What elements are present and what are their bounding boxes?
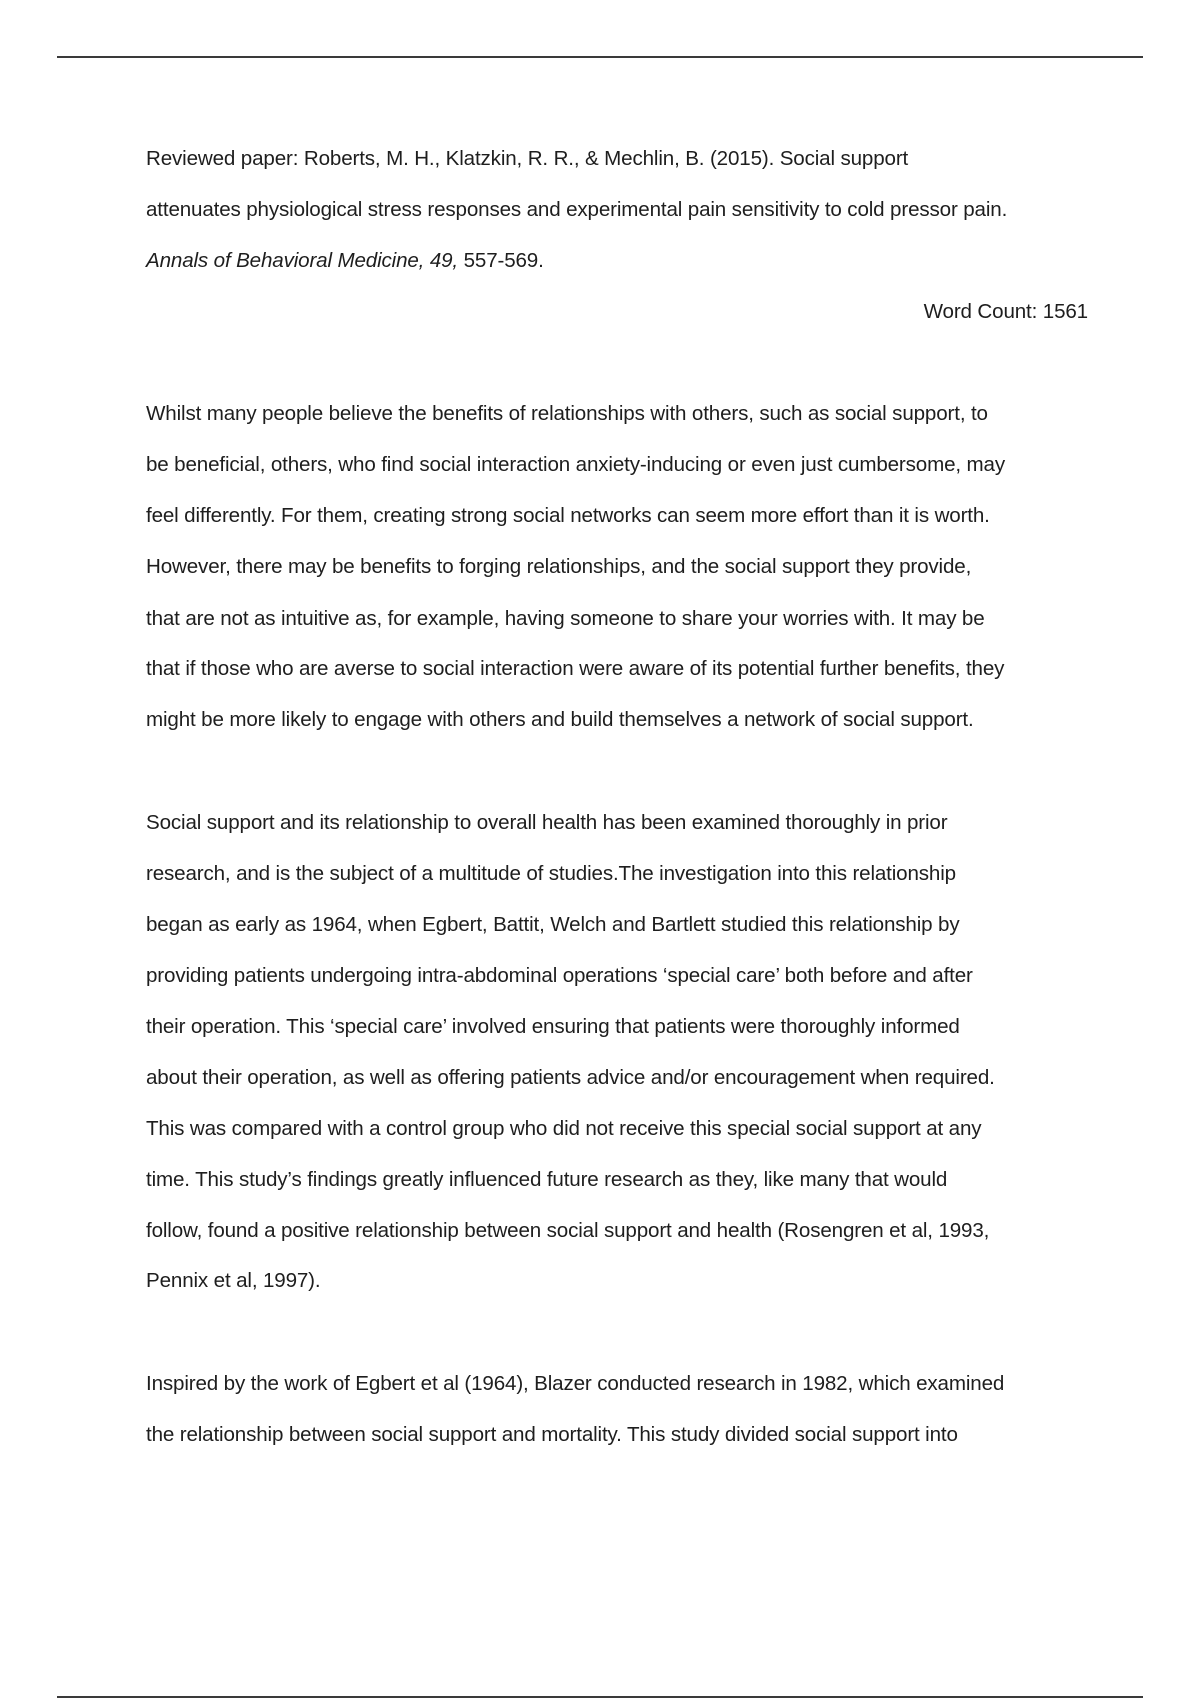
citation-line-2: attenuates physiological stress responses and experimental pain sensitivity to cold pressor pain. bbox=[146, 198, 1008, 221]
top-rule bbox=[57, 56, 1143, 58]
paragraph-1-line: that if those who are averse to social interaction were aware of its potential further benefits, they bbox=[146, 657, 1005, 680]
paragraph-1-line: feel differently. For them, creating strong social networks can seem more effort than it is worth. bbox=[146, 504, 990, 527]
bottom-rule bbox=[57, 1696, 1143, 1698]
paragraph-1-line: However, there may be benefits to forging relationships, and the social support they provide, bbox=[146, 555, 972, 578]
paragraph-1-line: Whilst many people believe the benefits of relationships with others, such as social support, to bbox=[146, 402, 988, 425]
paragraph-2-line: follow, found a positive relationship between social support and health (Rosengren et al, 1993, bbox=[146, 1219, 990, 1242]
paragraph-3-line: Inspired by the work of Egbert et al (1964), Blazer conducted research in 1982, which examined bbox=[146, 1372, 1005, 1395]
paragraph-1-line: might be more likely to engage with others and build themselves a network of social support. bbox=[146, 708, 974, 731]
paragraph-2-line: Social support and its relationship to overall health has been examined thoroughly in prior bbox=[146, 811, 948, 834]
journal-pages: 557-569. bbox=[458, 249, 544, 272]
paragraph-2-line: about their operation, as well as offering patients advice and/or encouragement when required. bbox=[146, 1066, 995, 1089]
paragraph-2-line: began as early as 1964, when Egbert, Battit, Welch and Bartlett studied this relationship by bbox=[146, 913, 960, 936]
paragraph-1-line: be beneficial, others, who find social interaction anxiety-inducing or even just cumbersome, may bbox=[146, 453, 1005, 476]
paragraph-2-line: their operation. This ‘special care’ involved ensuring that patients were thoroughly informed bbox=[146, 1015, 960, 1038]
paragraph-2-line: time. This study’s findings greatly influenced future research as they, like many that would bbox=[146, 1168, 948, 1191]
citation-line-1: Reviewed paper: Roberts, M. H., Klatzkin, R. R., & Mechlin, B. (2015). Social support bbox=[146, 147, 909, 170]
citation-line-3 bbox=[146, 248, 544, 274]
paragraph-3-line: the relationship between social support and mortality. This study divided social support into bbox=[146, 1423, 958, 1446]
paragraph-2-line: Pennix et al, 1997). bbox=[146, 1269, 321, 1292]
journal-title: Annals of Behavioral Medicine, 49, bbox=[146, 249, 459, 272]
paragraph-2-line: research, and is the subject of a multitude of studies.The investigation into this relationship bbox=[146, 862, 956, 885]
paragraph-2-line: providing patients undergoing intra-abdominal operations ‘special care’ both before and after bbox=[146, 964, 973, 987]
paragraph-1-line: that are not as intuitive as, for example, having someone to share your worries with. It may be bbox=[146, 607, 985, 630]
word-count: Word Count: 1561 bbox=[923, 300, 1088, 323]
paragraph-2-line: This was compared with a control group who did not receive this special social support at any bbox=[146, 1117, 982, 1140]
